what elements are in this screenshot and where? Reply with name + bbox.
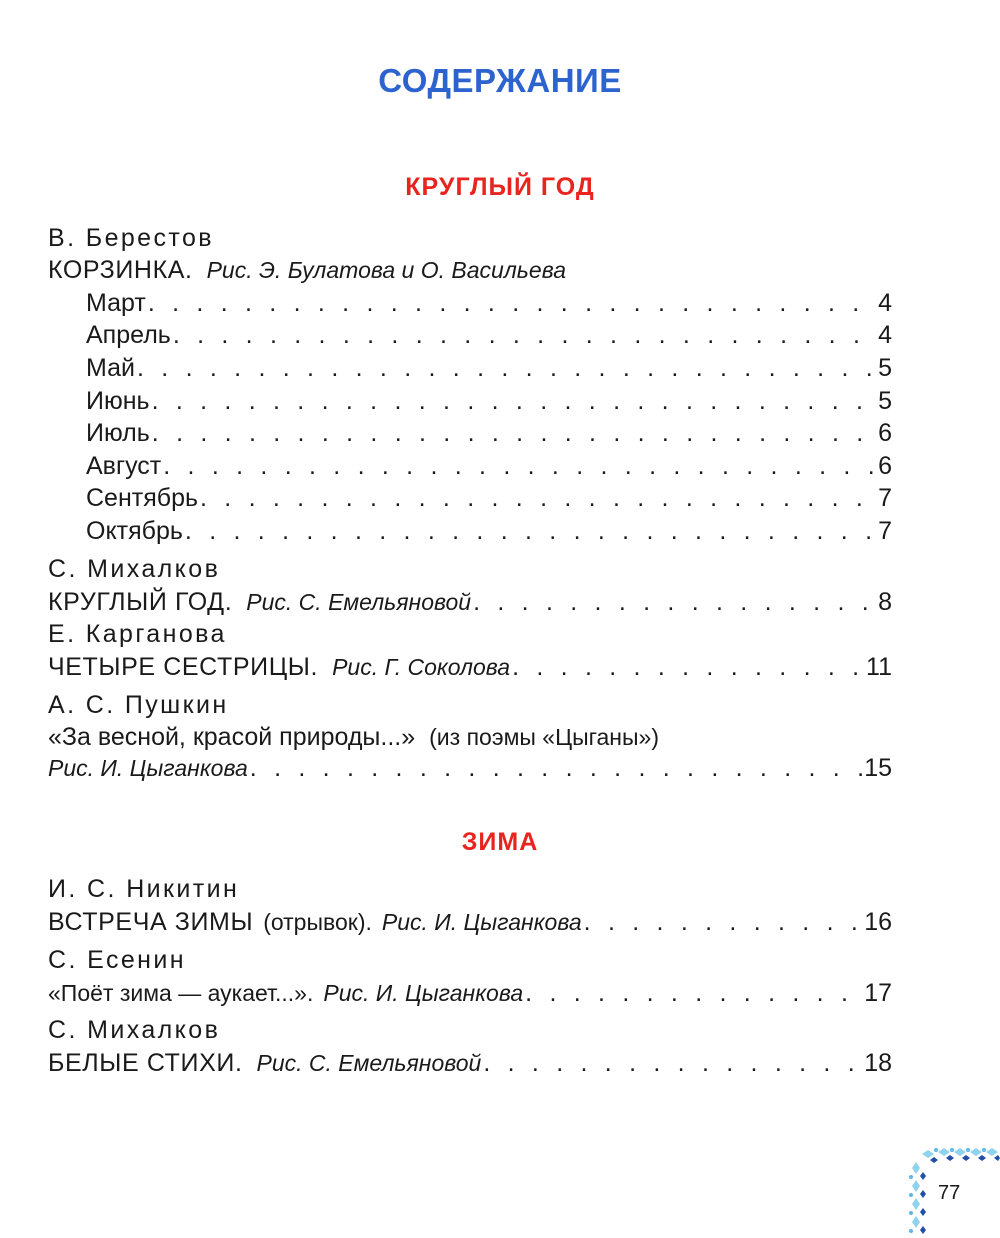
author-name: С. Есенин bbox=[48, 946, 186, 974]
work-title-line bbox=[48, 254, 566, 286]
page-number: 77 bbox=[938, 1182, 961, 1204]
dot-leader bbox=[483, 1047, 862, 1079]
work-title: КРУГЛЫЙ ГОД. bbox=[48, 588, 233, 616]
entry-label bbox=[48, 1047, 481, 1079]
entry-page: 4 bbox=[878, 289, 892, 317]
dot-leader bbox=[473, 586, 876, 618]
illustrator-credit: Рис. И. Цыганкова bbox=[381, 909, 582, 935]
dot-leader bbox=[152, 385, 877, 417]
dot-leader bbox=[200, 482, 876, 514]
illustrator-credit: Рис. И. Цыганкова bbox=[48, 755, 248, 781]
dot-leader bbox=[512, 651, 864, 683]
dot-leader bbox=[250, 752, 862, 784]
author-name: Е. Карганова bbox=[48, 620, 227, 648]
entry-label: Октябрь bbox=[86, 517, 183, 545]
author-name: В. Берестов bbox=[48, 224, 214, 252]
entry-label bbox=[48, 651, 510, 683]
entry-label: Сентябрь bbox=[86, 484, 198, 512]
entry-page: 15 bbox=[864, 754, 892, 782]
work-note: (из поэмы «Цыганы») bbox=[429, 724, 659, 750]
page-title: СОДЕРЖАНИЕ bbox=[378, 62, 622, 99]
dot-leader bbox=[148, 287, 876, 319]
toc-entry[interactable] bbox=[48, 651, 892, 683]
entry-page: 7 bbox=[878, 517, 892, 545]
dot-leader bbox=[185, 515, 876, 547]
dot-leader bbox=[152, 417, 876, 449]
toc-entry[interactable] bbox=[48, 1047, 892, 1079]
toc-entry[interactable] bbox=[48, 752, 892, 784]
work-title: «За весной, красой природы...» bbox=[48, 723, 416, 751]
entry-page: 6 bbox=[878, 419, 892, 447]
dot-leader bbox=[584, 906, 863, 938]
entry-page: 16 bbox=[864, 908, 892, 936]
dot-leader bbox=[163, 450, 876, 482]
work-title: БЕЛЫЕ СТИХИ. bbox=[48, 1049, 243, 1077]
toc-entry[interactable] bbox=[48, 586, 892, 618]
entry-label: Июль bbox=[86, 419, 150, 447]
entry-label: Август bbox=[86, 452, 162, 480]
toc-entry[interactable] bbox=[86, 352, 892, 384]
entry-label: Июнь bbox=[86, 387, 150, 415]
entry-label: Март bbox=[86, 289, 146, 317]
work-title: ВСТРЕЧА ЗИМЫ bbox=[48, 908, 254, 936]
work-title: КОРЗИНКА. bbox=[48, 256, 193, 284]
entry-label: Май bbox=[86, 354, 135, 382]
toc-entry[interactable] bbox=[86, 515, 892, 547]
work-title: ЧЕТЫРЕ СЕСТРИЦЫ. bbox=[48, 653, 319, 681]
illustrator-credit: Рис. Г. Соколова bbox=[332, 654, 511, 680]
work-title: «Поёт зима — аукает...». bbox=[48, 980, 314, 1006]
dot-leader bbox=[137, 352, 876, 384]
section-heading: ЗИМА bbox=[461, 828, 539, 856]
entry-page: 5 bbox=[878, 354, 892, 382]
entry-label bbox=[48, 586, 471, 618]
illustrator-credit: Рис. С. Емельяновой bbox=[246, 589, 472, 615]
illustrator-credit: Рис. И. Цыганкова bbox=[323, 980, 524, 1006]
illustrator-credit: Рис. С. Емельяновой bbox=[256, 1050, 482, 1076]
entry-label bbox=[48, 906, 582, 938]
entry-label: Апрель bbox=[86, 321, 171, 349]
entry-page: 4 bbox=[878, 321, 892, 349]
entry-page: 7 bbox=[878, 484, 892, 512]
section-heading: КРУГЛЫЙ ГОД bbox=[405, 173, 595, 201]
toc-entry[interactable] bbox=[86, 450, 892, 482]
toc-entry[interactable] bbox=[86, 287, 892, 319]
entry-page: 6 bbox=[878, 452, 892, 480]
work-note: (отрывок). bbox=[263, 909, 372, 935]
toc-entry[interactable] bbox=[48, 977, 892, 1009]
illustrator-credit: Рис. Э. Булатова и О. Васильева bbox=[206, 257, 566, 283]
dot-leader bbox=[173, 319, 876, 351]
author-name: С. Михалков bbox=[48, 1016, 221, 1044]
toc-entry[interactable] bbox=[48, 906, 892, 938]
entry-label bbox=[48, 977, 523, 1009]
entry-page: 18 bbox=[864, 1049, 892, 1077]
entry-page: 5 bbox=[878, 387, 892, 415]
entry-page: 8 bbox=[878, 588, 892, 616]
toc-entry[interactable] bbox=[86, 482, 892, 514]
author-name: С. Михалков bbox=[48, 555, 221, 583]
dot-leader bbox=[525, 977, 862, 1009]
toc-entry[interactable] bbox=[86, 417, 892, 449]
author-name: А. С. Пушкин bbox=[48, 691, 229, 719]
author-name: И. С. Никитин bbox=[48, 875, 240, 903]
toc-entry[interactable] bbox=[86, 319, 892, 351]
work-title-line bbox=[48, 721, 659, 753]
entry-page: 11 bbox=[866, 653, 892, 681]
entry-page: 17 bbox=[864, 979, 892, 1007]
toc-entry[interactable] bbox=[86, 385, 892, 417]
